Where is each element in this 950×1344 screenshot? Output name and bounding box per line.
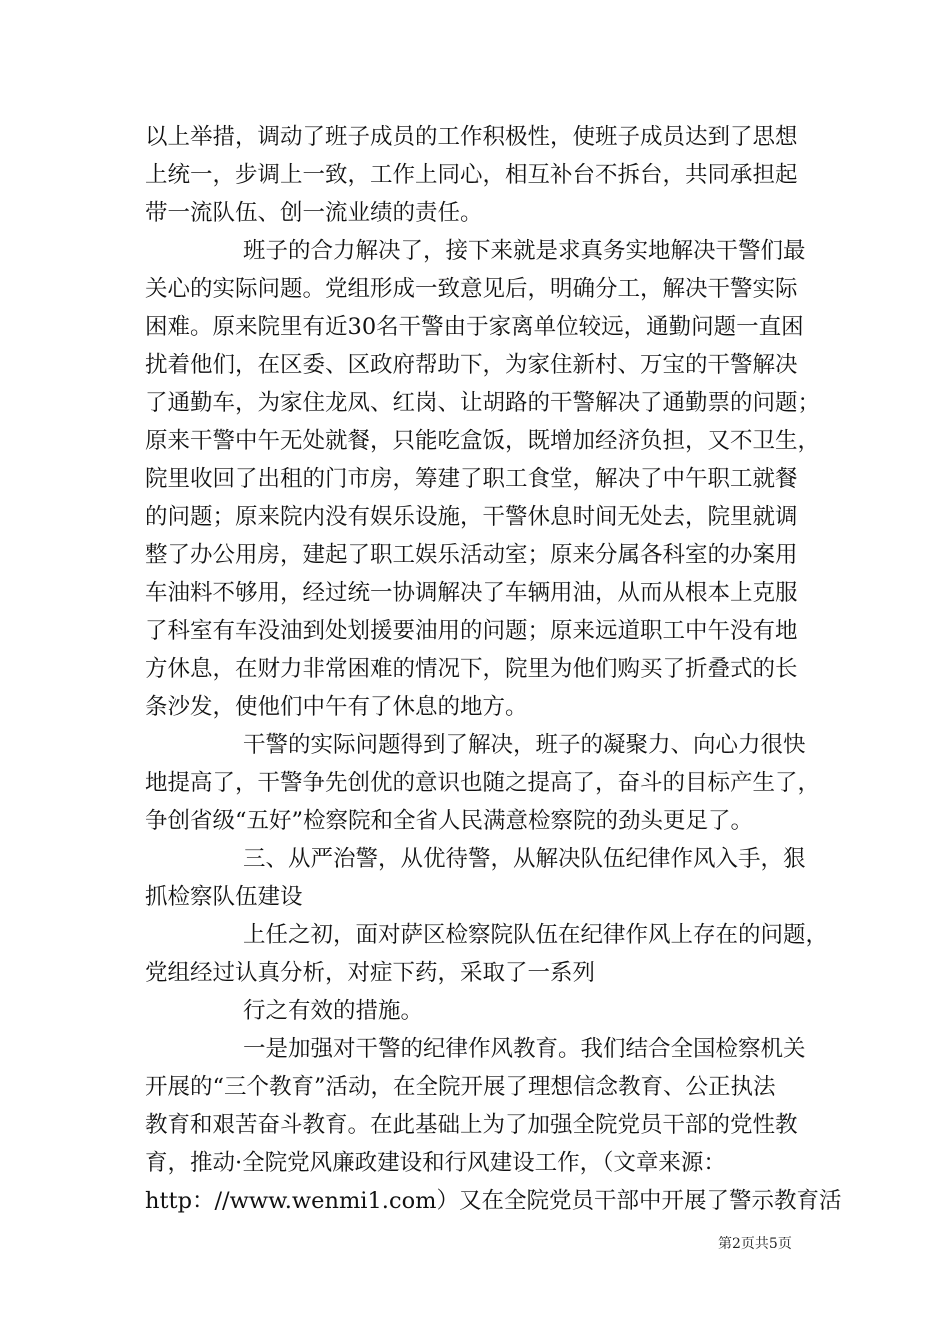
text-line-28: 育，推动·全院党风廉政建设和行风建设工作，（文章来源： [145,1150,726,1176]
text-line-8: 了通勤车，为家住龙凤、红岗、让胡路的干警解决了通勤票的问题； [145,390,821,416]
text-line-15: 方休息，在财力非常困难的情况下，院里为他们购买了折叠式的长 [145,656,798,682]
text-line-20: 三、从严治警，从优待警，从解决队伍纪律作风入手，狠 [243,846,806,872]
text-line-12: 整了办公用房，建起了职工娱乐活动室；原来分属各科室的办案用 [145,542,798,568]
text-line-13: 车油料不够用，经过统一协调解决了车辆用油，从而从根本上克服 [145,580,798,606]
text-line-21: 抓检察队伍建设 [145,884,303,910]
text-line-16: 条沙发，使他们中午有了休息的地方。 [145,694,528,720]
text-line-4: 班子的合力解决了，接下来就是求真务实地解决干警们最 [243,238,806,264]
text-line-1: 以上举措，调动了班子成员的工作积极性，使班子成员达到了思想 [145,124,798,150]
text-line-22: 上任之初，面对萨区检察院队伍在纪律作风上存在的问题， [243,922,829,948]
text-line-3: 带一流队伍、创一流业绩的责任。 [145,200,483,226]
text-line-6: 困难。原来院里有近30名干警由于家离单位较远，通勤问题一直困 [145,314,804,340]
text-line-18: 地提高了，干警争先创优的意识也随之提高了，奋斗的目标产生了， [145,770,821,796]
text-line-2: 上统一，步调上一致，工作上同心，相互补台不拆台，共同承担起 [145,162,798,188]
text-line-7: 扰着他们，在区委、区政府帮助下，为家住新村、万宝的干警解决 [145,352,798,378]
text-line-26: 开展的“三个教育”活动，在全院开展了理想信念教育、公正执法 [145,1074,776,1100]
text-line-27: 教育和艰苦奋斗教育。在此基础上为了加强全院党员干部的党性教 [145,1112,798,1138]
text-line-14: 了科室有车没油到处划援要油用的问题；原来远道职工中午没有地 [145,618,798,644]
text-line-11: 的问题；原来院内没有娱乐设施，干警休息时间无处去，院里就调 [145,504,798,530]
text-line-17: 干警的实际问题得到了解决，班子的凝聚力、向心力很快 [243,732,806,758]
text-line-9: 原来干警中午无处就餐，只能吃盒饭，既增加经济负担，又不卫生， [145,428,821,454]
page-number-footer: 第2页共5页 [718,1236,792,1252]
text-line-25: 一是加强对干警的纪律作风教育。我们结合全国检察机关 [243,1036,806,1062]
text-line-10: 院里收回了出租的门市房，筹建了职工食堂，解决了中午职工就餐 [145,466,798,492]
text-line-5: 关心的实际问题。党组形成一致意见后，明确分工，解决干警实际 [145,276,798,302]
text-line-19: 争创省级“五好”检察院和全省人民满意检察院的劲头更足了。 [145,808,754,834]
text-line-24: 行之有效的措施。 [243,998,424,1024]
text-line-29: http：//www.wenmi1.com）又在全院党员干部中开展了警示教育活 [145,1188,842,1214]
text-line-23: 党组经过认真分析，对症下药，采取了一系列 [145,960,596,986]
